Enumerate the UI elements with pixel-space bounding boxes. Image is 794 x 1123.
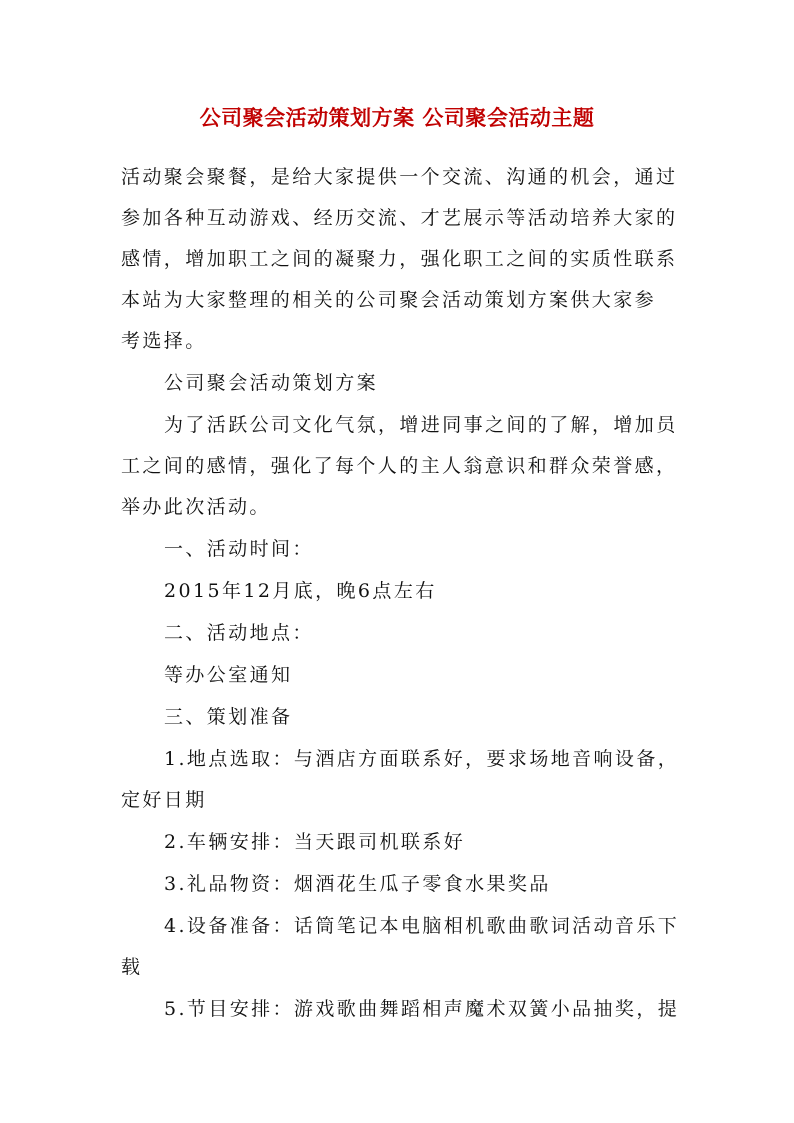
document-title: 公司聚会活动策划方案 公司聚会活动主题 [199, 105, 595, 130]
list-item: 4.设备准备：话筒笔记本电脑相机歌曲歌词活动音乐下 [164, 915, 680, 937]
list-item: 2.车辆安排：当天跟司机联系好 [164, 831, 466, 853]
list-item: 1.地点选取：与酒店方面联系好，要求场地音响设备， [164, 748, 680, 770]
paragraph-line: 等办公室通知 [164, 664, 293, 686]
list-item: 5.节目安排：游戏歌曲舞蹈相声魔术双簧小品抽奖，提 [164, 998, 680, 1020]
paragraph-line: 活动聚会聚餐，是给大家提供一个交流、沟通的机会，通过 [121, 166, 678, 188]
paragraph-line: 本站为大家整理的相关的公司聚会活动策划方案供大家参 [121, 289, 657, 311]
paragraph-line: 2015年12月底，晚6点左右 [164, 580, 437, 602]
list-item-continuation: 载 [121, 956, 143, 978]
list-item: 3.礼品物资：烟酒花生瓜子零食水果奖品 [164, 873, 551, 895]
section-heading: 三、策划准备 [164, 706, 293, 728]
paragraph-line: 参加各种互动游戏、经历交流、才艺展示等活动培养大家的 [121, 207, 678, 229]
list-item-continuation: 定好日期 [121, 789, 207, 811]
paragraph-line: 工之间的感情，强化了每个人的主人翁意识和群众荣誉感， [121, 455, 678, 477]
paragraph-line: 举办此次活动。 [121, 496, 271, 518]
section-heading: 二、活动地点： [164, 622, 314, 644]
paragraph-line: 考选择。 [121, 330, 207, 352]
paragraph-line: 感情，增加职工之间的凝聚力，强化职工之间的实质性联系 [121, 248, 678, 270]
paragraph-line: 为了活跃公司文化气氛，增进同事之间的了解，增加员 [164, 414, 678, 436]
section-heading: 公司聚会活动策划方案 [164, 372, 379, 394]
section-heading: 一、活动时间： [164, 538, 314, 560]
